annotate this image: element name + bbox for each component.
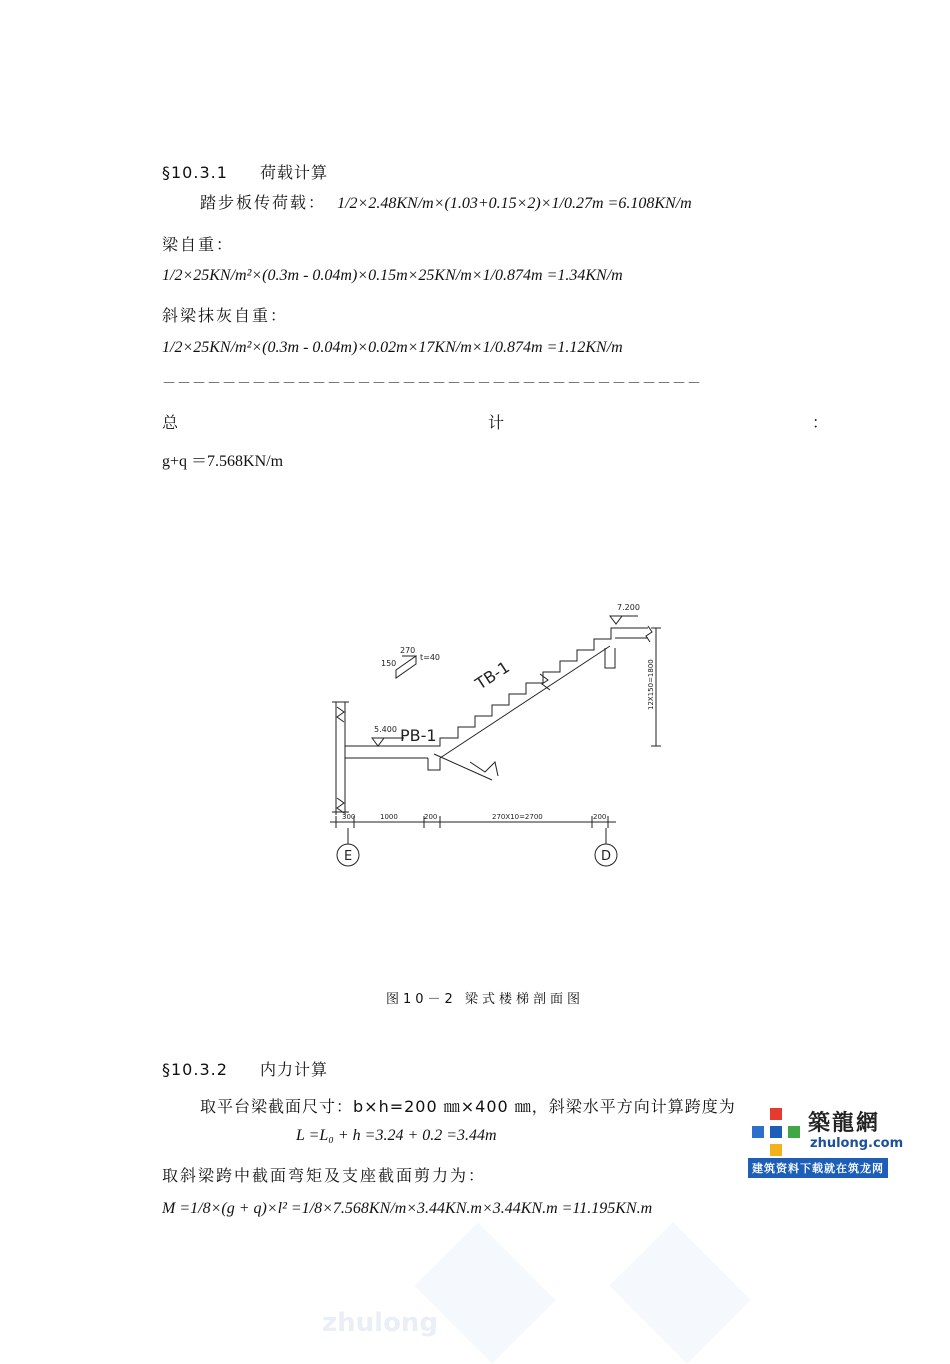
upper-beam (605, 648, 615, 668)
watermark-shape-2 (609, 1222, 750, 1363)
step-load-line (200, 190, 692, 213)
watermark-text: zhulong (322, 1308, 439, 1338)
lower-break-mark (470, 762, 498, 776)
section-number: §10.3.1 (162, 163, 228, 182)
zhulong-logo-url: zhulong.com (810, 1136, 904, 1151)
dim-label-1000: 1000 (380, 813, 398, 821)
stair-soffit (440, 646, 610, 758)
elevation-mid-label: 5.400 (374, 725, 397, 734)
staircase-section-drawing (320, 590, 680, 880)
total-label-part1: 总 (162, 413, 181, 432)
platform-beam (428, 758, 440, 770)
slab-dim-vertical: 150 (381, 659, 397, 668)
dim-label-2700: 270X10=2700 (492, 813, 543, 821)
pb1-label: PB-1 (400, 726, 437, 745)
zhulong-logo (748, 1102, 908, 1178)
slab-thickness: t=40 (420, 653, 441, 662)
divider-line: －－－－－－－－－－－－－－－－－－－－－－－－－－－－－－－－－－－－ (162, 376, 702, 392)
section-number: §10.3.2 (162, 1060, 228, 1079)
step-load-label: 踏步板传荷载： (200, 193, 327, 212)
total-value: g+q ＝7.568KN/m (162, 453, 284, 470)
slab-dim-horizontal: 270 (400, 646, 416, 655)
dim-label-200-right: 200 (593, 813, 607, 821)
span-formula: L =L₀ + h =3.24 + 0.2 =3.44m (296, 1127, 497, 1144)
beam-weight-formula: 1/2×25KN/m²×(0.3m - 0.04m)×0.15m×25KN/m×1/0.874m =1.34KN/m (162, 267, 623, 284)
axis-label-left: E (344, 849, 353, 864)
elevation-marker-mid (372, 738, 384, 746)
beam-weight-label: 梁自重： (162, 235, 235, 254)
moment-formula: M =1/8×(g + q)×l² =1/8×7.568KN/m×3.44KN.m×3.44KN.m =11.195KN.m (162, 1200, 653, 1217)
break-mark-bottom (337, 798, 344, 813)
figure-caption: 图10－2 梁式楼梯剖面图 (386, 992, 584, 1007)
mid-break-mark (540, 674, 550, 690)
total-label-part2: 计 (488, 413, 507, 432)
break-mark-top (337, 707, 344, 722)
tb1-label: TB-1 (471, 657, 513, 694)
zhulong-emblem-icon (750, 1106, 802, 1158)
zhulong-logo-banner: 建筑资料下载就在筑龙网 (748, 1158, 888, 1178)
total-label-colon: ： (812, 413, 831, 432)
beam-size-paragraph: 取平台梁截面尺寸：b×h=200 ㎜×400 ㎜，斜梁水平方向计算跨度为 (200, 1097, 736, 1116)
plaster-weight-label: 斜梁抹灰自重： (162, 306, 289, 325)
zhulong-logo-title: 築龍網 (808, 1110, 881, 1136)
elevation-marker-top (610, 616, 622, 624)
section-heading-10-3-1 (162, 160, 328, 183)
stair-steps (428, 628, 630, 746)
step-load-formula: 1/2×2.48KN/m×(1.03+0.15×2)×1/0.27m =6.108KN/m (337, 195, 692, 212)
dim-label-200-left: 200 (424, 813, 438, 821)
section-title: 内力计算 (260, 1060, 329, 1079)
section-title: 荷载计算 (260, 163, 329, 182)
elevation-top-label: 7.200 (617, 603, 640, 612)
dim-label-300: 300 (342, 813, 356, 821)
axis-label-right: D (601, 849, 612, 864)
section-heading-10-3-2 (162, 1057, 328, 1080)
lower-beam-slope (434, 754, 492, 780)
slab-detail-sketch (396, 656, 416, 678)
moment-label: 取斜梁跨中截面弯矩及支座截面剪力为： (162, 1166, 487, 1185)
vertical-dimension-label: 12X150=1800 (647, 659, 655, 710)
watermark-shape-1 (414, 1222, 555, 1363)
plaster-weight-formula: 1/2×25KN/m²×(0.3m - 0.04m)×0.02m×17KN/m×1/0.874m =1.12KN/m (162, 339, 623, 356)
